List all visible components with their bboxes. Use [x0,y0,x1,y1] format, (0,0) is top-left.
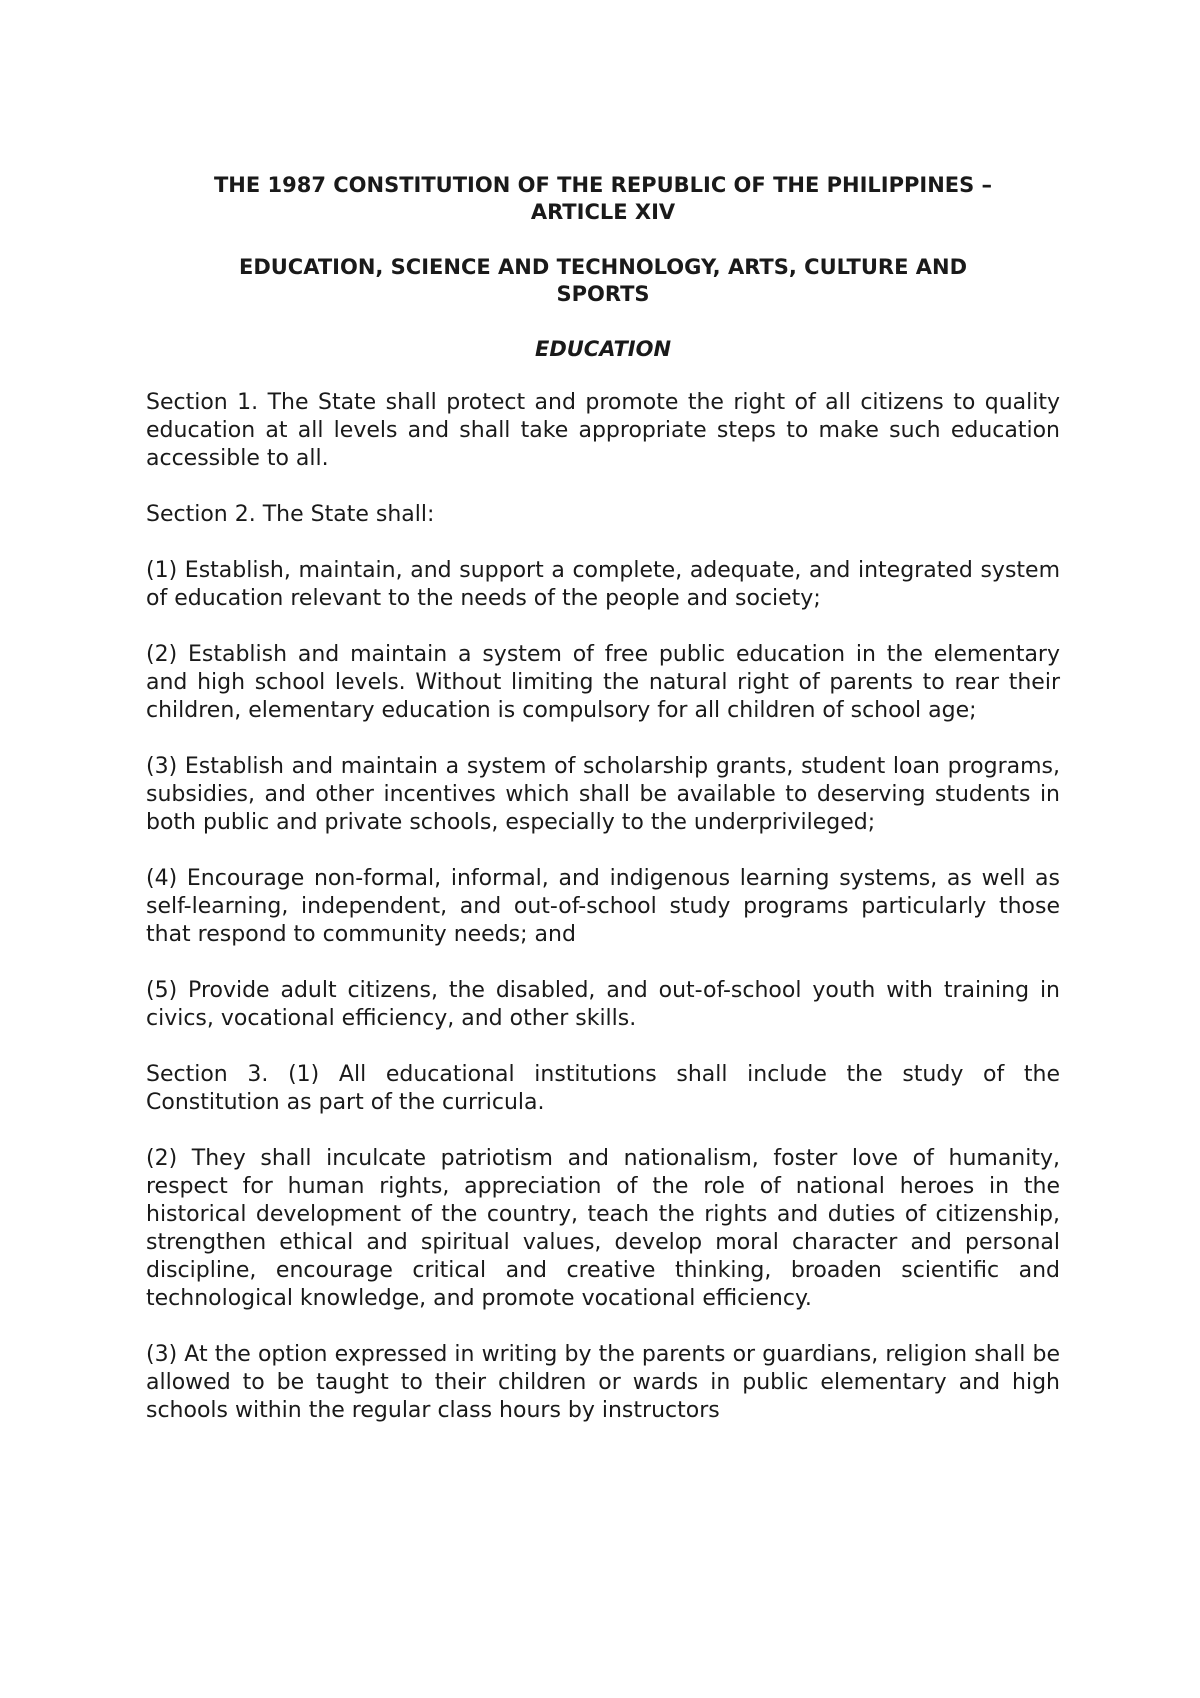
section-2-item-5: (5) Provide adult citizens, the disabled, and out-of-school youth with training in civics, vocational efficiency, and other skills. [146,978,1060,1031]
section-2-intro: Section 2. The State shall: [146,502,435,527]
document-page [146,172,1060,1453]
section-1-paragraph: Section 1. The State shall protect and promote the right of all citizens to quality education at all levels and shall take appropriate steps to make such education accessible to all. [146,390,1060,471]
document-title [146,172,1060,226]
section-2-item-4: (4) Encourage non-formal, informal, and indigenous learning systems, as well as self-learning, independent, and out-of-school study programs particularly those that respond to community needs; and [146,866,1060,947]
section-3-item-2: (2) They shall inculcate patriotism and nationalism, foster love of humanity, respect for human rights, appreciation of the role of national heroes in the historical development of the country, teach the rights and duties of citizenship, strengthen ethical and spiritual values, develop moral character and personal discipline, encourage critical and creative thinking, broaden scientific and technological knowledge, and promote vocational efficiency. [146,1146,1060,1311]
article-heading [146,254,1060,308]
title-line-1: THE 1987 CONSTITUTION OF THE REPUBLIC OF THE PHILIPPINES – [213,173,993,197]
section-2-item-1: (1) Establish, maintain, and support a complete, adequate, and integrated system of education relevant to the needs of the people and society; [146,558,1060,611]
section-2-item-2: (2) Establish and maintain a system of free public education in the elementary and high school levels. Without limiting the natural right of parents to rear their children, elementary education is compulsory for all children of school age; [146,642,1060,723]
title-line-2: ARTICLE XIV [530,200,676,224]
section-3-item-3: (3) At the option expressed in writing by the parents or guardians, religion shall be allowed to be taught to their children or wards in public elementary and high schools within the regular class hours by instructors [146,1342,1060,1423]
article-heading-line-2: SPORTS [556,282,650,306]
article-heading-line-1: EDUCATION, SCIENCE AND TECHNOLOGY, ARTS, CULTURE AND [238,255,968,279]
section-3-item-1: Section 3. (1) All educational institutions shall include the study of the Constitution as part of the curricula. [146,1062,1060,1115]
section-heading: EDUCATION [534,337,672,361]
section-2-item-3: (3) Establish and maintain a system of scholarship grants, student loan programs, subsidies, and other incentives which shall be available to deserving students in both public and private schools, especially to the underprivileged; [146,754,1060,835]
